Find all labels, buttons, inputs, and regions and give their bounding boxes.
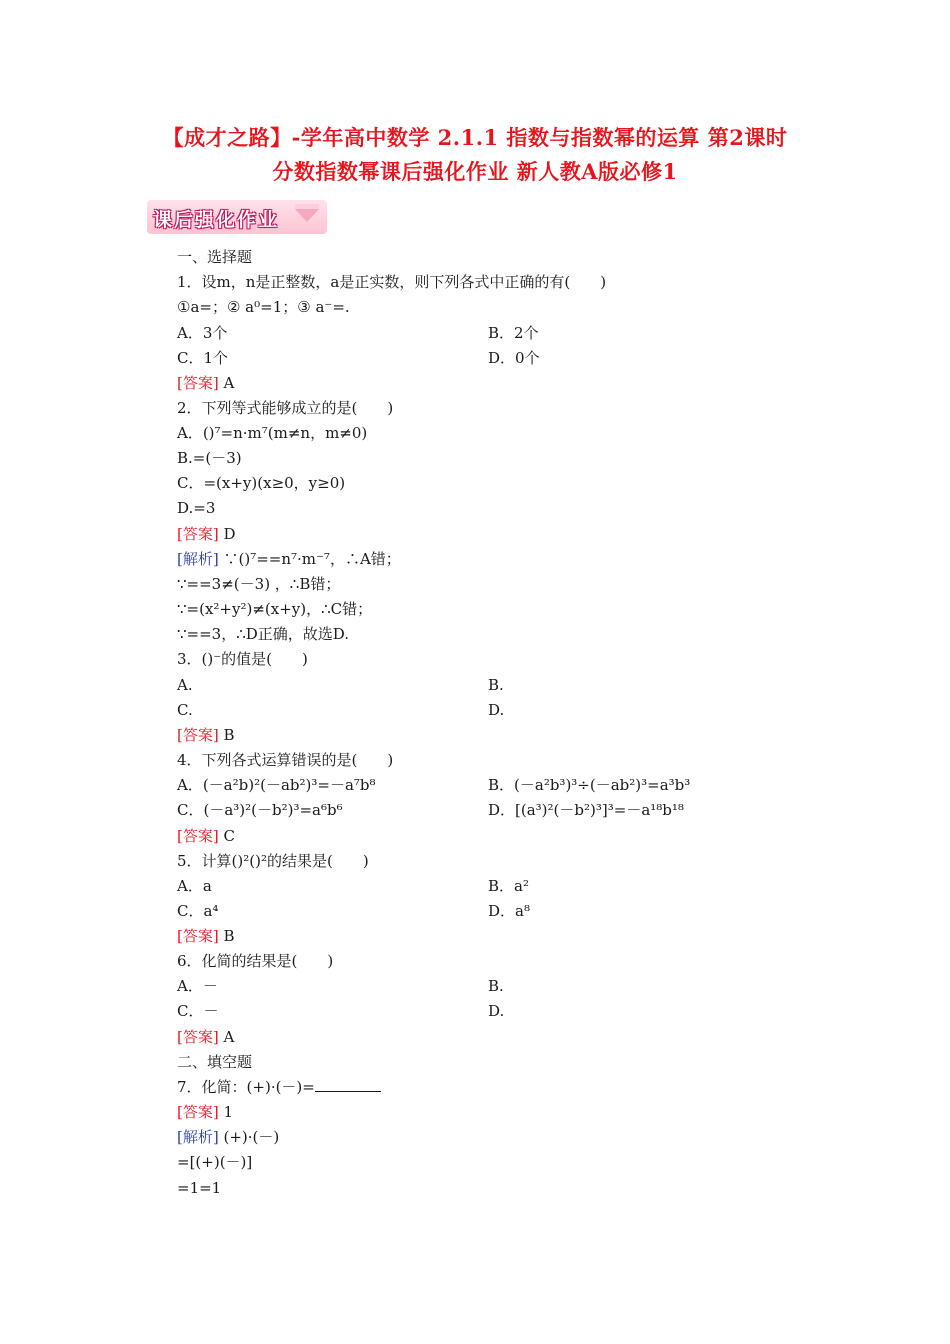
question-3-option-c: C. [177, 701, 193, 719]
question-5-answer [177, 926, 235, 946]
question-4-option-d: D．[(a³)²(－b²)³]³=－a¹⁸b¹⁸ [488, 801, 684, 819]
analysis-line-1: (+)·(－) [223, 1128, 280, 1146]
question-6-option-c: C．－ [177, 1002, 219, 1020]
question-6-stem: 6．化简的结果是( ) [177, 952, 334, 970]
question-3-answer [177, 725, 235, 745]
question-5-option-b: B．a² [488, 877, 529, 895]
question-2-analysis-line-2: ∵==3≠(－3) ，∴B错； [177, 575, 341, 593]
gem-icon [295, 209, 319, 222]
question-4-option-b: B．(－a²b³)³÷(－ab²)³=a³b³ [488, 776, 691, 794]
question-1-option-b: B．2个 [488, 324, 539, 342]
question-1-option-c: C．1个 [177, 349, 229, 367]
answer-value: A [223, 374, 235, 392]
question-6-option-b: B. [488, 977, 504, 995]
question-5-option-d: D．a⁸ [488, 902, 530, 920]
section-heading-fill: 二、填空题 [177, 1053, 253, 1071]
question-4-option-a: A．(－a²b)²(－ab²)³=－a⁷b⁸ [177, 776, 376, 794]
question-7-text: 7．化简：(+)·(－)= [177, 1078, 315, 1096]
question-2-option-c: C．=(x+y)(x≥0，y≥0) [177, 474, 346, 492]
answer-tag: [答案] [177, 374, 219, 392]
question-2-stem: 2．下列等式能够成立的是( ) [177, 399, 394, 417]
question-5-stem: 5．计算()²()²的结果是( ) [177, 852, 369, 870]
answer-value: A [223, 1028, 235, 1046]
answer-value: B [223, 927, 235, 945]
question-3-option-a: A. [177, 676, 193, 694]
answer-blank [315, 1077, 381, 1092]
analysis-tag: [解析] [177, 1128, 219, 1146]
question-6-option-a: A．－ [177, 977, 218, 995]
banner-label: 课后强化作业 [153, 209, 280, 231]
question-4-stem: 4．下列各式运算错误的是( ) [177, 751, 394, 769]
answer-tag: [答案] [177, 1028, 219, 1046]
question-7-analysis-line-2: =[(+)(－)] [177, 1153, 253, 1171]
question-1-option-a: A．3个 [177, 324, 228, 342]
answer-value: D [223, 525, 236, 543]
question-7-analysis-line-3: =1=1 [177, 1179, 222, 1197]
analysis-tag: [解析] [177, 550, 219, 568]
question-4-option-c: C．(－a³)²(－b²)³=a⁶b⁶ [177, 801, 343, 819]
question-3-option-d: D. [488, 701, 505, 719]
question-2-analysis [177, 549, 401, 569]
question-3-option-b: B. [488, 676, 504, 694]
question-5-option-c: C．a⁴ [177, 902, 219, 920]
question-3-stem: 3．()⁻的值是( ) [177, 650, 308, 668]
answer-value: C [223, 827, 235, 845]
question-4-answer [177, 826, 235, 846]
section-heading-choice: 一、选择题 [177, 248, 253, 266]
question-2-answer [177, 524, 236, 544]
answer-tag: [答案] [177, 927, 219, 945]
question-2-option-b: B.=(－3) [177, 449, 242, 467]
question-1-answer [177, 373, 234, 393]
question-6-option-d: D. [488, 1002, 505, 1020]
question-7-analysis [177, 1127, 279, 1147]
answer-tag: [答案] [177, 525, 219, 543]
question-7-stem [177, 1077, 381, 1097]
document-title-line1: 【成才之路】-学年高中数学 2.1.1 指数与指数幂的运算 第2课时 [162, 125, 788, 150]
answer-tag: [答案] [177, 827, 219, 845]
question-5-option-a: A．a [177, 877, 212, 895]
question-7-answer [177, 1102, 233, 1122]
answer-tag: [答案] [177, 726, 219, 744]
document-title-line2: 分数指数幂课后强化作业 新人教A版必修1 [272, 159, 678, 184]
question-1-items: ①a=；② a⁰=1；③ a⁻=. [177, 298, 350, 316]
homework-banner [147, 200, 327, 234]
answer-value: B [223, 726, 235, 744]
question-2-analysis-line-4: ∵==3，∴D正确，故选D. [177, 625, 350, 643]
question-1-stem: 1．设m，n是正整数，a是正实数，则下列各式中正确的有( ) [177, 273, 607, 291]
question-2-option-d: D.=3 [177, 499, 216, 517]
analysis-line-1: ∵()⁷==n⁷·m⁻⁷，∴A错； [223, 550, 401, 568]
answer-value: 1 [223, 1103, 234, 1121]
question-2-analysis-line-3: ∵=(x²+y²)≠(x+y)，∴C错； [177, 600, 373, 618]
answer-tag: [答案] [177, 1103, 219, 1121]
question-2-option-a: A．()⁷=n·m⁷(m≠n，m≠0) [177, 424, 368, 442]
question-6-answer [177, 1027, 234, 1047]
question-1-option-d: D．0个 [488, 349, 540, 367]
